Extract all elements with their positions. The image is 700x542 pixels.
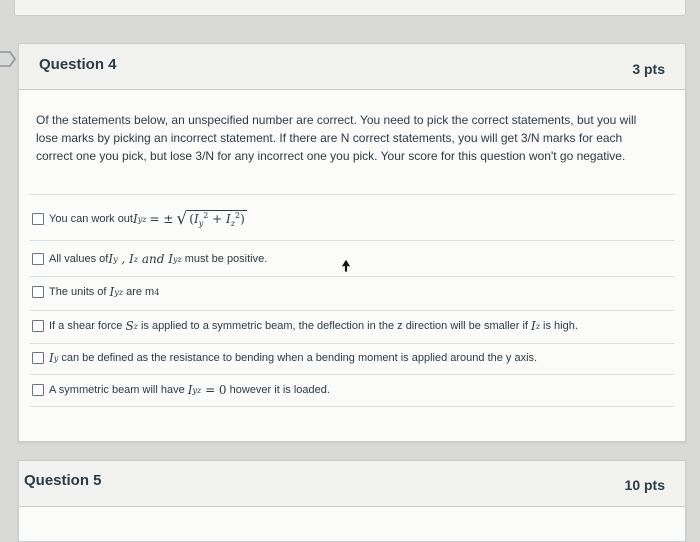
divider: [29, 194, 675, 195]
previous-question-card: [14, 0, 686, 16]
divider: [29, 406, 675, 407]
divider: [29, 240, 675, 241]
mouse-cursor-icon: [340, 258, 352, 274]
square-root-expression: √ $(I_y^2 + I_z^2)$: [176, 209, 245, 229]
checkbox[interactable]: [32, 352, 44, 364]
question-title: Question 4: [39, 56, 117, 73]
divider: [29, 374, 675, 375]
answer-option-3[interactable]: The units of I yz are m 4: [32, 283, 159, 301]
answer-option-1[interactable]: You can work out I yz = ± √ $(I_y^2 + I_z^2)$: [32, 210, 247, 228]
question-4-card: [18, 43, 686, 442]
checkbox[interactable]: [32, 286, 44, 298]
question-points: 10 pts: [624, 477, 665, 493]
question-header: [19, 461, 685, 507]
answer-option-4[interactable]: If a shear force S z is applied to a symmetric beam, the deflection in the z direction will be smaller if I z is high.: [32, 317, 578, 335]
question-header: [19, 44, 685, 90]
divider: [29, 310, 675, 311]
checkbox[interactable]: [32, 320, 44, 332]
divider: [29, 276, 675, 277]
checkbox[interactable]: [32, 213, 44, 225]
question-text: Of the statements below, an unspecified number are correct. You need to pick the correct statements, but you will lose marks by picking an incorrect statement. If there are N correct statements, you will get 3/N marks for each correct one you pick, but lose 3/N for any incorrect one you pick. Your score for this question won't go negative.: [36, 113, 637, 163]
question-title: Question 5: [24, 472, 102, 489]
divider: [29, 343, 675, 344]
checkbox[interactable]: [32, 384, 44, 396]
answer-option-6[interactable]: A symmetric beam will have I yz = 0 however it is loaded.: [32, 381, 330, 399]
answer-option-5[interactable]: I y can be defined as the resistance to bending when a bending moment is applied around the y axis.: [32, 349, 537, 367]
question-points: 3 pts: [632, 61, 665, 77]
checkbox[interactable]: [32, 253, 44, 265]
flag-question-icon[interactable]: [0, 50, 18, 68]
answer-option-2[interactable]: All values of I y , I z and I yz must be positive.: [32, 250, 267, 268]
question-5-card: [18, 460, 686, 542]
